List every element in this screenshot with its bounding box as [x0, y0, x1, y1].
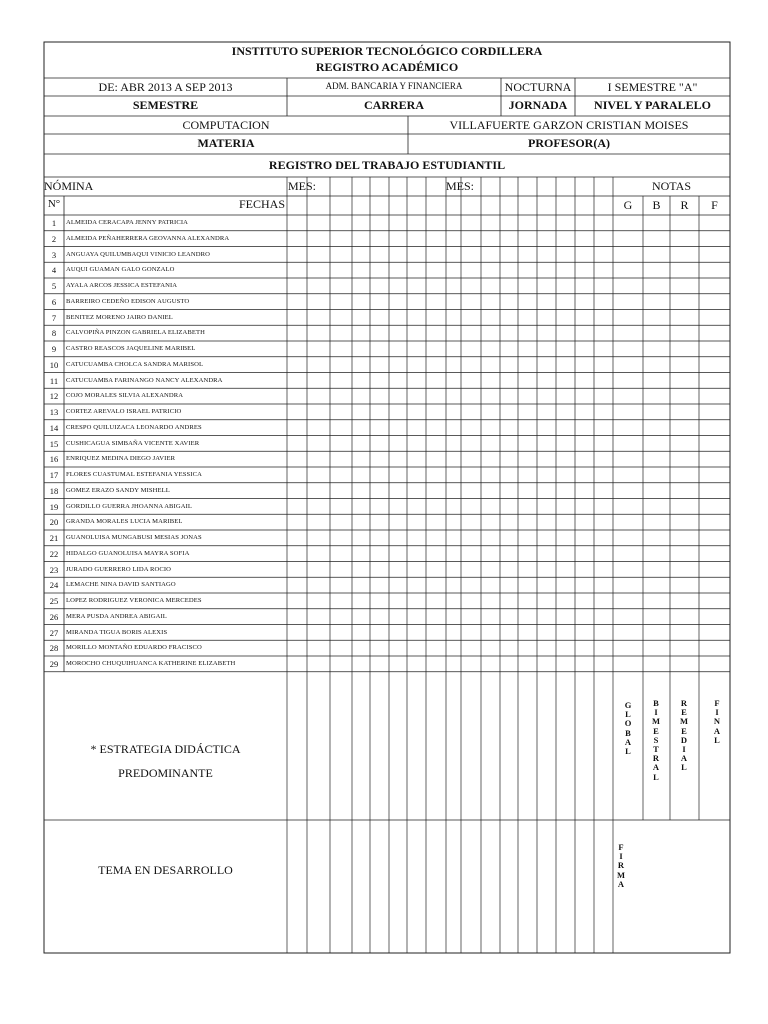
dates-header: FECHAS — [238, 197, 285, 211]
student-number: 6 — [51, 296, 57, 307]
teacher-value: VILLAFUERTE GARZON CRISTIAN MOISES — [449, 118, 689, 132]
student-name: COJO MORALES SILVIA ALEXANDRA — [66, 392, 184, 400]
sheet-border — [44, 42, 730, 953]
grade-col-global: G — [623, 198, 633, 212]
student-number: 7 — [51, 312, 57, 323]
grades-label: NOTAS — [651, 179, 692, 193]
student-number: 12 — [49, 391, 59, 402]
student-name: AYALA ARCOS JESSICA ESTEFANIA — [66, 282, 178, 289]
student-name: HIDALGO GUANOLUISA MAYRA SOFIA — [66, 549, 190, 557]
student-name: CUSHICAGUA SIMBAÑA VICENTE XAVIER — [66, 439, 200, 447]
student-number: 21 — [49, 533, 59, 543]
student-name: BENITEZ MORENO JAIRO DANIEL — [66, 313, 173, 321]
student-number: 20 — [49, 517, 59, 528]
vertical-label-signature: F I R M A — [616, 842, 626, 889]
student-number: 16 — [49, 454, 59, 465]
student-number: 27 — [49, 627, 59, 638]
student-number: 9 — [51, 344, 57, 354]
student-number: 3 — [51, 249, 57, 260]
student-number: 5 — [51, 281, 57, 291]
topic-label: TEMA EN DESARROLLO — [98, 863, 233, 877]
student-number: 2 — [51, 233, 57, 244]
student-name: MOROCHO CHUQUIHUANCA KATHERINE ELIZABETH — [66, 660, 236, 667]
student-name: MORILLO MONTAÑO EDUARDO FRACISCO — [66, 644, 202, 652]
student-number: 11 — [49, 375, 59, 386]
student-name: CORTEZ AREVALO ISRAEL PATRICIO — [66, 408, 182, 415]
student-name: CALVOPIÑA PINZON GABRIELA ELIZABETH — [66, 329, 205, 337]
register-title: REGISTRO ACADÉMICO — [315, 60, 459, 74]
student-name: GRANDA MORALES LUCIA MARIBEL — [66, 518, 183, 526]
student-name: GUANOLUISA MUNGABUSI MESIAS JONAS — [66, 534, 202, 541]
student-number: 17 — [49, 470, 59, 480]
student-name: GORDILLO GUERRA JHOANNA ABIGAIL — [66, 502, 192, 510]
student-number: 26 — [49, 611, 59, 622]
student-number: 24 — [49, 580, 59, 591]
student-number: 13 — [49, 407, 59, 417]
month-label-1: MES: — [288, 179, 317, 193]
student-name: LEMACHE NINA DAVID SANTIAGO — [66, 581, 176, 589]
level-value: I SEMESTRE "A" — [607, 80, 698, 94]
student-name: JURADO GUERRERO LIDA ROCIO — [66, 565, 171, 573]
student-number: 1 — [51, 218, 57, 228]
student-name: MERA PUSDA ANDREA ABIGAIL — [66, 612, 167, 620]
student-name: CATUCUAMBA FARINANGO NANCY ALEXANDRA — [66, 376, 223, 384]
subject-value: COMPUTACION — [182, 118, 270, 132]
student-number: 10 — [49, 359, 59, 370]
student-number: 23 — [49, 564, 59, 575]
student-number: 22 — [49, 548, 59, 559]
career-label: CARRERA — [364, 98, 424, 112]
student-name: BARREIRO CEDEÑO EDISON AUGUSTO — [66, 297, 190, 305]
student-number: 8 — [51, 328, 57, 339]
student-name: CATUCUAMBA CHOLCA SANDRA MARISOL — [66, 360, 204, 368]
strategy-label — [44, 743, 287, 779]
teacher-label: PROFESOR(A) — [528, 136, 610, 150]
strategy-line-2: PREDOMINANTE — [118, 766, 213, 780]
student-name: ENRIQUEZ MEDINA DIEGO JAVIER — [66, 455, 176, 463]
student-name: ALMEIDA CERACAPA JENNY PATRICIA — [66, 219, 188, 226]
student-number: 29 — [49, 659, 59, 669]
vertical-label-global: G L O B A L — [624, 700, 632, 757]
student-name: ANGUAYA QUILUMBAQUI VINICIO LEANDRO — [66, 250, 210, 258]
grade-col-final: F — [711, 198, 718, 212]
month-label-2: MES: — [446, 179, 475, 193]
section-title: REGISTRO DEL TRABAJO ESTUDIANTIL — [268, 158, 506, 172]
vertical-label-final: F I N A L — [713, 698, 721, 745]
student-name: GOMEZ ERAZO SANDY MISHELL — [66, 486, 170, 494]
shift-label: JORNADA — [508, 98, 568, 112]
grade-col-remedial: R — [680, 198, 689, 212]
student-number: 25 — [49, 596, 59, 606]
grade-col-bimestral: B — [652, 198, 661, 212]
vertical-label-bimestral: B I M E S T R A L — [651, 698, 661, 782]
student-name: CRESPO QUILUIZACA LEONARDO ANDRES — [66, 423, 202, 431]
student-number: 18 — [49, 485, 59, 496]
semester-label: SEMESTRE — [132, 98, 199, 112]
period-value: DE: ABR 2013 A SEP 2013 — [98, 80, 233, 94]
student-name: ALMEIDA PEÑAHERRERA GEOVANNA ALEXANDRA — [66, 234, 230, 242]
student-number: 4 — [51, 265, 57, 276]
student-number: 14 — [49, 422, 59, 433]
strategy-line-1: * ESTRATEGIA DIDÁCTICA — [90, 742, 241, 756]
student-name: FLORES CUASTUMAL ESTEFANIA YESSICA — [66, 471, 202, 478]
nomina-label: NÓMINA — [44, 179, 94, 193]
student-name: AUQUI GUAMAN GALO GONZALO — [66, 266, 175, 274]
number-header: N° — [47, 198, 61, 210]
student-name: CASTRO REASCOS JAQUELINE MARIBEL — [66, 345, 196, 352]
student-number: 19 — [49, 501, 59, 512]
career-value: ADM. BANCARIA Y FINANCIERA — [325, 81, 463, 91]
subject-label: MATERIA — [197, 136, 255, 150]
student-number: 15 — [49, 438, 59, 449]
student-number: 28 — [49, 643, 59, 654]
student-name: MIRANDA TIGUA BORIS ALEXIS — [66, 628, 168, 636]
vertical-label-remedial: R E M E D I A L — [679, 698, 689, 773]
student-name: LOPEZ RODRIGUEZ VERONICA MERCEDES — [66, 597, 202, 604]
level-label: NIVEL Y PARALELO — [594, 98, 711, 112]
shift-value: NOCTURNA — [504, 80, 572, 94]
institute-name: INSTITUTO SUPERIOR TECNOLÓGICO CORDILLERA — [231, 44, 543, 58]
